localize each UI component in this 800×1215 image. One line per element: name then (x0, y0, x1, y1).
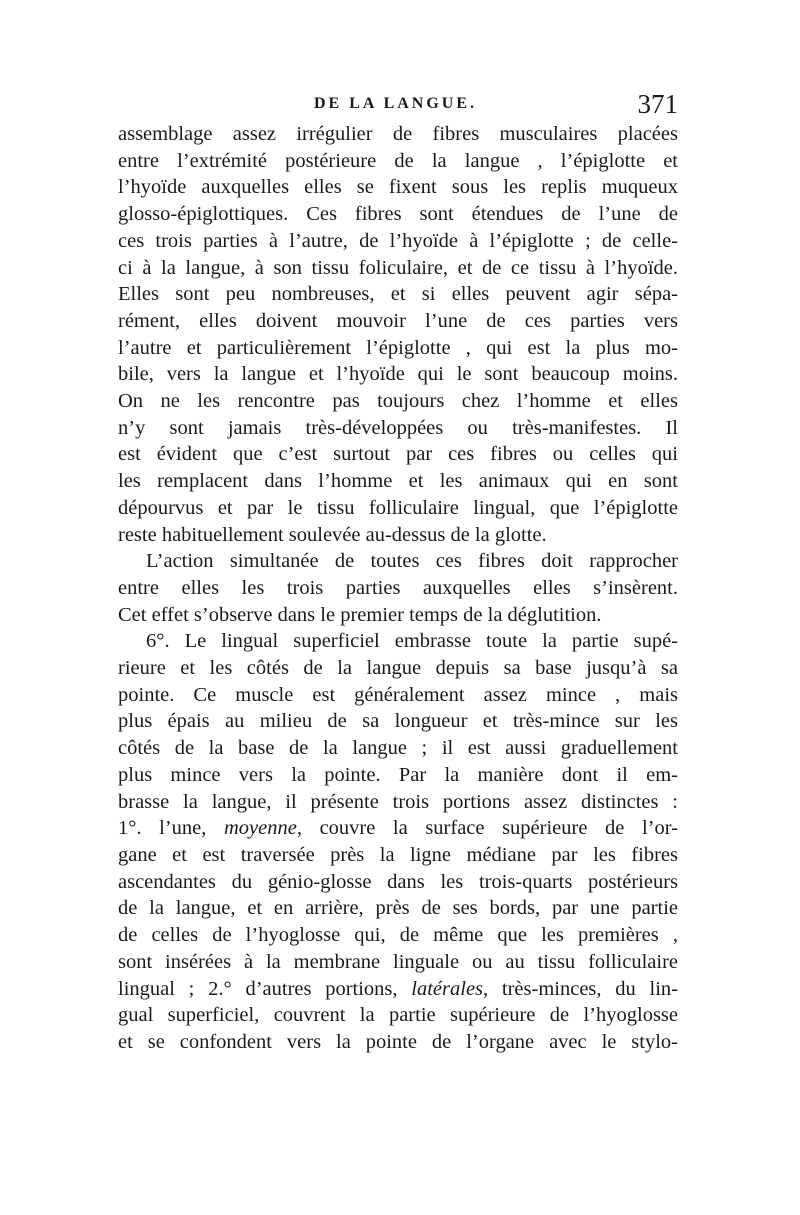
italic-term: moyenne (224, 817, 297, 840)
text-line: ascendantes du génio-glosse dans les trois-quarts postérieurs (118, 870, 678, 893)
text-line: rément, elles doivent mouvoir l’une de ces parties vers (118, 309, 678, 332)
text-line-with-italic (118, 976, 678, 1003)
text-line: On ne les rencontre pas toujours chez l’homme et elles (118, 390, 678, 413)
text-line: de la langue, et en arrière, près de ses bords, par une partie (118, 897, 678, 920)
text-line: brasse la langue, il présente trois portions assez distinctes : (118, 790, 678, 813)
text-line: gane et est traversée près la ligne médiane par les fibres (118, 843, 678, 866)
text-line: bile, vers la langue et l’hyoïde qui le sont beaucoup moins. (118, 363, 678, 386)
text-line: ci à la langue, à son tissu foliculaire, et de ce tissu à l’hyoïde. (118, 256, 678, 279)
text-line: et se confondent vers la pointe de l’organe avec le stylo- (118, 1030, 678, 1053)
text-segment: , couvre la surface supérieure de l’or- (296, 817, 678, 840)
text-line: Elles sont peu nombreuses, et si elles peuvent agir sépa- (118, 283, 678, 306)
paragraph-start-line: L’action simultanée de toutes ces fibres doit rapprocher (146, 550, 678, 573)
running-title: DE LA LANGUE. (314, 95, 478, 112)
text-line: sont insérées à la membrane linguale ou au tissu folliculaire (118, 950, 678, 973)
text-line: rieure et les côtés de la langue depuis sa base jusqu’à sa (118, 657, 678, 680)
text-line: n’y sont jamais très-développées ou très-manifestes. Il (118, 416, 678, 439)
text-line: gual superficiel, couvrent la partie supérieure de l’hyoglosse (118, 1004, 678, 1027)
text-line: assemblage assez irrégulier de fibres musculaires placées (118, 123, 678, 145)
text-line: plus épais au milieu de sa longueur et très-mince sur les (118, 710, 678, 733)
text-line: ces trois parties à l’autre, de l’hyoïde à l’épiglotte ; de celle- (118, 229, 678, 252)
text-line: est évident que c’est surtout par ces fibres ou celles qui (118, 443, 678, 466)
text-line: glosso-épiglottiques. Ces fibres sont étendues de l’une de (118, 203, 678, 226)
text-line: entre l’extrémité postérieure de la langue , l’épiglotte et (118, 149, 678, 172)
paragraph-end-line: reste habituellement soulevée au-dessus de la glotte. (118, 523, 547, 546)
italic-term: latérales (411, 977, 484, 1000)
text-line: les remplacent dans l’homme et les animaux qui en sont (118, 470, 678, 493)
paragraph-end-line: Cet effet s’observe dans le premier temps de la déglutition. (118, 603, 602, 626)
text-line: l’hyoïde auxquelles elles se fixent sous les replis muqueux (118, 176, 678, 199)
text-segment: lingual ; 2.° d’autres portions, (118, 977, 412, 1000)
text-line-with-italic (118, 815, 678, 842)
text-line: plus mince vers la pointe. Par la manière dont il em- (118, 763, 678, 786)
text-segment: , très-minces, du lin- (483, 977, 678, 1000)
text-segment: 1°. l’une, (118, 817, 224, 840)
paragraph-start-line: 6°. Le lingual superficiel embrasse toute la partie supé- (146, 630, 678, 653)
text-line: pointe. Ce muscle est généralement assez mince , mais (118, 683, 678, 706)
page-number: 371 (637, 89, 678, 119)
text-line: dépourvus et par le tissu folliculaire lingual, que l’épiglotte (118, 496, 678, 519)
text-line: l’autre et particulièrement l’épiglotte , qui est la plus mo- (118, 336, 678, 359)
body-text (118, 121, 678, 1056)
text-line: côtés de la base de la langue ; il est aussi graduellement (118, 737, 678, 760)
text-line: de celles de l’hyoglosse qui, de même que les premières , (118, 924, 678, 947)
text-line: entre elles les trois parties auxquelles elles s’insèrent. (118, 576, 678, 599)
